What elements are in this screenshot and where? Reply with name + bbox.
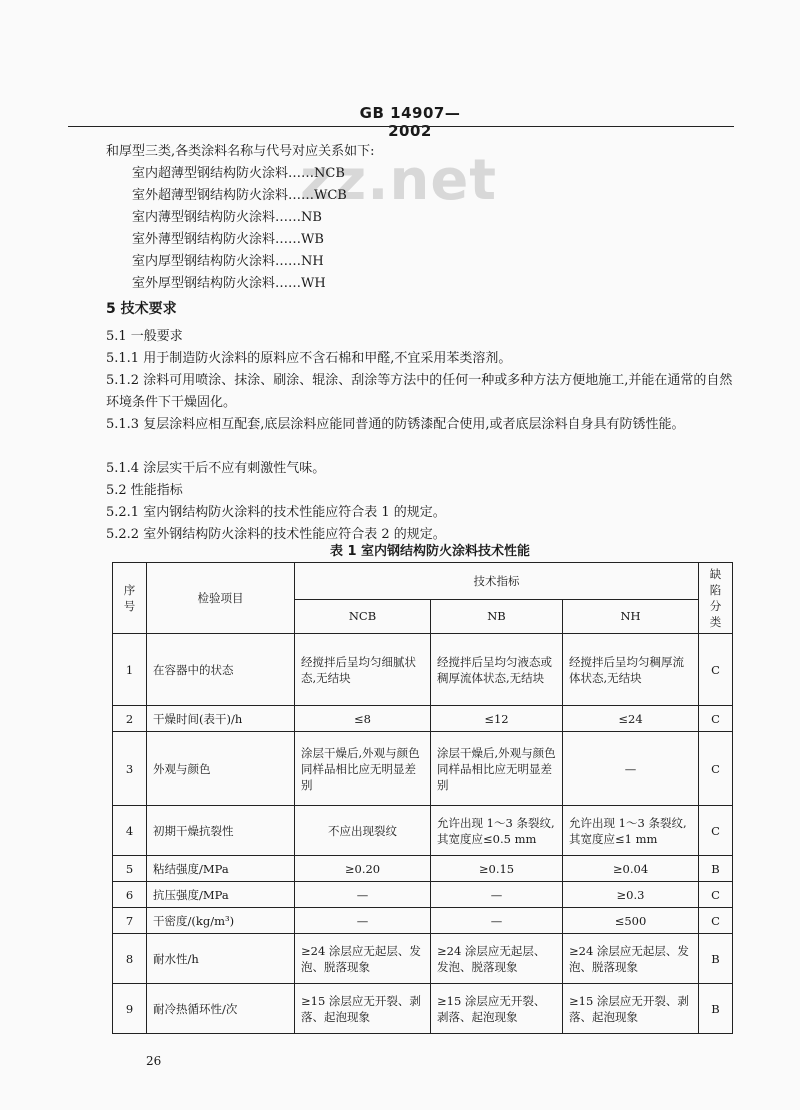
row-ncb: ≥24 涂层应无起层、发泡、脱落现象 [295, 934, 431, 984]
row-defect: B [699, 856, 733, 882]
row-nh: ≥24 涂层应无起层、发泡、脱落现象 [563, 934, 699, 984]
row-no: 5 [113, 856, 147, 882]
row-item: 初期干燥抗裂性 [147, 806, 295, 856]
col-header-no: 序号 [113, 563, 147, 634]
col-header-tech: 技术指标 [295, 563, 699, 600]
row-ncb: 不应出现裂纹 [295, 806, 431, 856]
col-header-nh: NH [563, 599, 699, 633]
row-ncb: — [295, 882, 431, 908]
col-header-defect: 缺陷分类 [699, 563, 733, 634]
row-nh: ≤500 [563, 908, 699, 934]
intro-lead: 和厚型三类,各类涂料名称与代号对应关系如下: [106, 144, 375, 159]
row-nh: ≥15 涂层应无开裂、剥落、起泡现象 [563, 984, 699, 1034]
row-ncb: ≥15 涂层应无开裂、剥落、起泡现象 [295, 984, 431, 1034]
table-row [113, 706, 733, 732]
standard-number: GB 14907—2002 [359, 104, 461, 140]
row-defect: C [699, 806, 733, 856]
row-item: 粘结强度/MPa [147, 856, 295, 882]
row-nb: — [431, 908, 563, 934]
row-defect: C [699, 634, 733, 706]
row-no: 3 [113, 732, 147, 806]
header-rule [68, 126, 734, 127]
table-row [113, 856, 733, 882]
row-no: 2 [113, 706, 147, 732]
row-nh: ≤24 [563, 706, 699, 732]
row-nh: ≥0.3 [563, 882, 699, 908]
col-header-item: 检验项目 [147, 563, 295, 634]
coating-code-ncb: 室内超薄型钢结构防火涂料……NCB [132, 166, 345, 181]
row-no: 7 [113, 908, 147, 934]
row-defect: C [699, 732, 733, 806]
table-row [113, 634, 733, 706]
section-5-heading: 5 技术要求 [106, 301, 177, 317]
clause-5-1-4: 5.1.4 涂层实干后不应有刺激性气味。 [106, 461, 326, 476]
watermark: zz.net [300, 148, 498, 213]
row-nb: 允许出现 1～3 条裂纹,其宽度应≤0.5 mm [431, 806, 563, 856]
row-ncb: 经搅拌后呈均匀细腻状态,无结块 [295, 634, 431, 706]
coating-code-wcb: 室外超薄型钢结构防火涂料……WCB [132, 188, 347, 203]
coating-code-nb: 室内薄型钢结构防火涂料……NB [132, 210, 322, 225]
row-no: 9 [113, 984, 147, 1034]
row-nb: ≤12 [431, 706, 563, 732]
row-defect: B [699, 934, 733, 984]
row-ncb: ≥0.20 [295, 856, 431, 882]
row-nh: — [563, 732, 699, 806]
row-item: 干燥时间(表干)/h [147, 706, 295, 732]
page-number: 26 [146, 1054, 162, 1068]
row-nh: 经搅拌后呈均匀稠厚流体状态,无结块 [563, 634, 699, 706]
table-row [113, 806, 733, 856]
row-item: 耐冷热循环性/次 [147, 984, 295, 1034]
table-row [113, 934, 733, 984]
table-header-row [113, 563, 733, 600]
row-nb: 涂层干燥后,外观与颜色同样品相比应无明显差别 [431, 732, 563, 806]
row-defect: C [699, 882, 733, 908]
table-1 [112, 562, 733, 1034]
clause-5-2-1: 5.2.1 室内钢结构防火涂料的技术性能应符合表 1 的规定。 [106, 505, 446, 520]
row-no: 4 [113, 806, 147, 856]
coating-code-wb: 室外薄型钢结构防火涂料……WB [132, 232, 324, 247]
table-row [113, 882, 733, 908]
row-item: 干密度/(kg/m³) [147, 908, 295, 934]
row-ncb: ≤8 [295, 706, 431, 732]
clause-5-2-2: 5.2.2 室外钢结构防火涂料的技术性能应符合表 2 的规定。 [106, 527, 446, 542]
clause-5-2: 5.2 性能指标 [106, 483, 183, 498]
row-nb: — [431, 882, 563, 908]
row-ncb: — [295, 908, 431, 934]
table-1-caption: 表 1 室内钢结构防火涂料技术性能 [329, 544, 531, 559]
table-row [113, 732, 733, 806]
row-item: 耐水性/h [147, 934, 295, 984]
row-nb: ≥24 涂层应无起层、发泡、脱落现象 [431, 934, 563, 984]
row-defect: C [699, 908, 733, 934]
row-nb: 经搅拌后呈均匀液态或稠厚流体状态,无结块 [431, 634, 563, 706]
clause-5-1-1: 5.1.1 用于制造防火涂料的原料应不含石棉和甲醛,不宜采用苯类溶剂。 [106, 351, 512, 366]
clause-5-1-3: 5.1.3 复层涂料应相互配套,底层涂料应能同普通的防锈漆配合使用,或者底层涂料自身具有防锈性能。 [106, 417, 685, 432]
row-defect: B [699, 984, 733, 1034]
row-no: 6 [113, 882, 147, 908]
row-nh: 允许出现 1～3 条裂纹,其宽度应≤1 mm [563, 806, 699, 856]
table-row [113, 908, 733, 934]
coating-code-wh: 室外厚型钢结构防火涂料……WH [132, 276, 326, 291]
row-ncb: 涂层干燥后,外观与颜色同样品相比应无明显差别 [295, 732, 431, 806]
row-nb: ≥15 涂层应无开裂、剥落、起泡现象 [431, 984, 563, 1034]
clause-5-1-2: 5.1.2 涂料可用喷涂、抹涂、刷涂、辊涂、刮涂等方法中的任何一种或多种方法方便地施工,并能在通常的自然环境条件下干燥固化。 [106, 373, 733, 410]
col-header-nb: NB [431, 599, 563, 633]
row-item: 抗压强度/MPa [147, 882, 295, 908]
row-item: 外观与颜色 [147, 732, 295, 806]
table-row [113, 984, 733, 1034]
row-nb: ≥0.15 [431, 856, 563, 882]
row-item: 在容器中的状态 [147, 634, 295, 706]
row-no: 1 [113, 634, 147, 706]
col-header-ncb: NCB [295, 599, 431, 633]
row-no: 8 [113, 934, 147, 984]
clause-5-1: 5.1 一般要求 [106, 329, 183, 344]
row-defect: C [699, 706, 733, 732]
row-nh: ≥0.04 [563, 856, 699, 882]
coating-code-nh: 室内厚型钢结构防火涂料……NH [132, 254, 324, 269]
